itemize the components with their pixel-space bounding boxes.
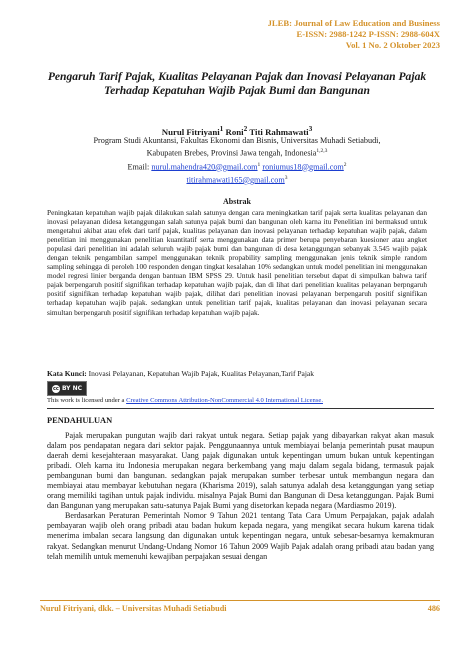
paragraph-1: Pajak merupakan pungutan wajib dari rakyat untuk negara. Setiap pajak yang dibayarkan rakyat akan masuk dalam pos pendapatan negara dari sektor pajak. Penggunaannya untuk membiayai belanja pemerintah pusat maupun daerah demi kesejahteraan masyarakat. Uang pajak digunakan untuk kepentingan umum bukan untuk kepentingan pribadi. Oleh karna itu Indonesia merupakan negara berkembang yang maju dalam segala bidang, termasuk pajak pembangunan bumi dan bangunan. sedangkan pajak merupakan sumber terbesar untuk membangun negara dan membiayai atau membayar kebutuhan negara (Kharisma 2019), salah satunya adalah desa ketanggungan yang setiap orang memiliki tagihan untuk pajak individu. misalnya Pajak Bumi dan Bangunan di Desa ketanggungan. Pajak Bumi dan Bangunan yang merupakan satu-satunya Pajak Bumi yang disetorkan kepada negara (Mardiasmo 2019). xyxy=(47,431,434,511)
section-body xyxy=(47,431,434,562)
affiliation-line-1: Program Studi Akuntansi, Fakultas Ekonomi dan Bisnis, Universitas Muhadi Setiabudi, xyxy=(93,136,381,145)
paper-title: Pengaruh Tarif Pajak, Kualitas Pelayanan Pajak dan Inovasi Pelayanan Pajak Terhadap Kepatuhan Wajib Pajak Bumi dan Bangunan xyxy=(47,70,427,97)
author-1: Nurul Fitriyani xyxy=(161,126,220,137)
divider xyxy=(47,408,434,409)
authors: Nurul Fitriyani$^1$ Roni$^2$ Titi Rahmawati$^3$ xyxy=(161,124,313,137)
journal-name: JLEB: Journal of Law Education and Business xyxy=(267,18,440,28)
keywords xyxy=(47,369,434,378)
page-number: 486 xyxy=(427,604,440,613)
abstract-text: Peningkatan kepatuhan wajib pajak dilakukan salah satunya dengan cara meningkatkan tarif pajak serta kualitas pelayanan dan inovasi pelayanan didesa ketanggungan salah satunya pajak bumi dan bangunan oleh karna itu Penelitian ini bermaksud untuk mengetahui akibat atau efek dari tarif pajak, kualitas pelayanan dan inovasi pelayanan terhadap kepatuhan wajib pajak, dalam penelitian ini menggunakan penelitian kuantitatif serta menggunakan data primer berupa penyebaran kuesioner atau angket populasi dari penelitian ini adalah seluruh wajib pajak bumi dan bangunan di desa ketanggungan sebanyak 3.545 wajib pajak dengan teknik pengambilan sampel menggunakan teknik propability sampling menggunakan jenis teknik simple random sampling sehingga di peroleh 100 responden dengan tingkat kesalahan 10% sedangkan untuk model penelitian ini menggunakan model regresi linier berganda dengan bantuan IBM SPSS 29. Untuk hasil penelitian tersebut dapat di simpulkan bahwa tarif pajak berpengaruh positif signifikan terhadap kepatuhan wajib pajak, dan di lihat dari penelitian kualitas pelayanan berpngaruh positif signifikan terhadap kepatuhan wajib pajak, dilihat dari penelitian inovasi pelayanan berpengaruh positif signifikan terhadap kepatuhan wajib pajak. sedangkan untuk penelitian tarif pajak, kualitas pelayanan dan inovasi pelayanan secara simultan berpengaruh positif signifikan terhadap kepatuhan wajib pajak. xyxy=(47,208,427,317)
author-3: Titi Rahmawati xyxy=(247,126,309,137)
footer-divider xyxy=(40,600,440,601)
section-heading: PENDAHULUAN xyxy=(47,416,113,425)
author-2: Roni xyxy=(223,126,244,137)
email-line-2: titirahmawati165@gmail.com$^3$ xyxy=(186,174,288,185)
license-link[interactable]: Creative Commons Attribution-NonCommercial 4.0 International License. xyxy=(126,397,323,404)
journal-volume: Vol. 1 No. 2 Oktober 2023 xyxy=(345,40,440,50)
paragraph-2: Berdasarkan Peraturan Pemerintah Nomor 9 Tahun 2021 tentang Tata Cara Umum Perpajakan, pajak adalah pembayaran wajib oleh orang pribadi atau badan hukum kepada negara, yang mengikat secara hukum karena tidak menerima imbalan secara langsung dan digunakan untuk kepentingan negara, untuk sebesar-besarnya kemakmuran rakyat. Sedangkan menurut Undang-Undang Nomor 16 Tahun 2009 Wajib Pajak adalah orang pribadi atau badan yang telah memilih untuk memenuhi kewajiban perpajakan sesuai dengan xyxy=(47,511,434,561)
keywords-text: Inovasi Pelayanan, Kepatuhan Wajib Pajak, Kualitas Pelayanan,Tarif Pajak xyxy=(86,369,315,378)
journal-issn: E-ISSN: 2988-1242 P-ISSN: 2988-604X xyxy=(296,29,440,39)
cc-license-badge[interactable]: cc BY NC xyxy=(47,381,87,396)
affiliation xyxy=(40,136,434,186)
affiliation-line-2: Kabupaten Brebes, Provinsi Jawa tengah, Indonesia$^{1,2,3}$ xyxy=(146,148,328,159)
journal-header xyxy=(268,18,440,51)
email-link-3[interactable]: titirahmawati165@gmail.com xyxy=(186,175,285,185)
email-link-1[interactable]: nurul.mahendra420@gmail.com xyxy=(151,162,258,172)
email-link-2[interactable]: roniumus18@gmail.com xyxy=(262,162,344,172)
email-line: Email: nurul.mahendra420@gmail.com$^1$ roniumus18@gmail.com$^2$ xyxy=(127,161,347,172)
footer-citation: Nurul Fitriyani, dkk. – Universitas Muhadi Setiabudi xyxy=(40,604,227,613)
abstract-heading: Abstrak xyxy=(222,197,251,206)
cc-icon: cc xyxy=(52,385,59,392)
keywords-label: Kata Kunci: xyxy=(47,369,87,378)
license-text: This work is licensed under a Creative Commons Attribution-NonCommercial 4.0 International License. xyxy=(47,397,323,404)
